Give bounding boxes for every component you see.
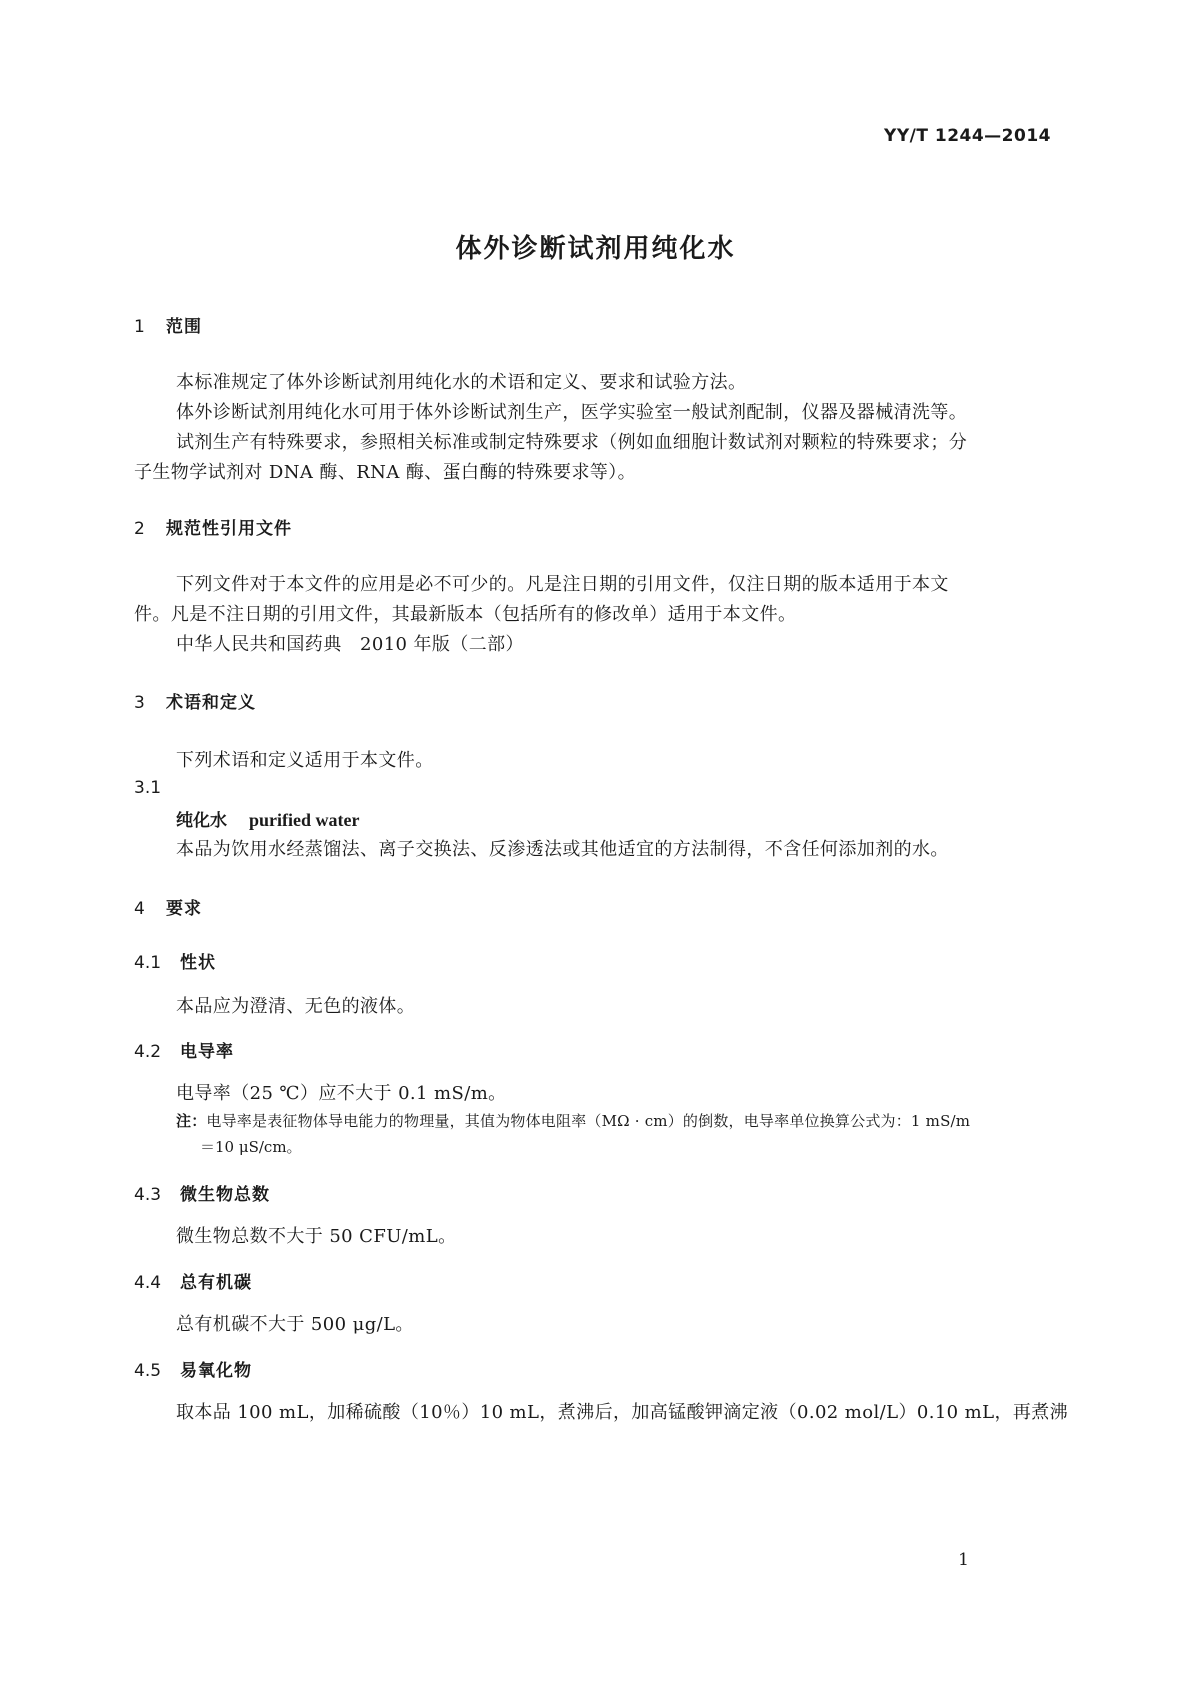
section-number: 2: [134, 519, 145, 539]
note: [176, 1110, 970, 1131]
document-title: 体外诊断试剂用纯化水: [455, 234, 736, 264]
paragraph: 取本品 100 mL，加稀硫酸（10％）10 mL，煮沸后，加高锰酸钾滴定液（0.02 mol/L）0.10 mL，再煮沸: [176, 1402, 1069, 1423]
section-number: 4.1: [134, 953, 162, 973]
paragraph: 本品应为澄清、无色的液体。: [176, 996, 416, 1017]
term-chinese: 纯化水: [176, 811, 227, 831]
section-number: 3: [134, 693, 145, 713]
section-4-5-heading: [134, 1356, 252, 1381]
section-4-2-heading: [134, 1037, 234, 1062]
paragraph: 总有机碳不大于 500 μg/L。: [176, 1314, 414, 1335]
note-continuation: ＝10 μS/cm。: [200, 1138, 302, 1156]
section-4-4-heading: [134, 1268, 252, 1293]
section-number: 4: [134, 899, 145, 919]
paragraph: 微生物总数不大于 50 CFU/mL。: [176, 1226, 457, 1247]
paragraph: 下列术语和定义适用于本文件。: [176, 750, 434, 771]
section-number: 4.2: [134, 1042, 162, 1062]
section-1-heading: [134, 312, 202, 337]
subclause-number: 3.1: [134, 778, 162, 798]
section-title: 术语和定义: [166, 693, 256, 713]
normative-reference: 中华人民共和国药典 2010 年版（二部）: [176, 634, 524, 655]
standard-number: YY/T 1244—2014: [884, 126, 1051, 146]
section-number: 4.3: [134, 1185, 162, 1205]
section-4-heading: [134, 894, 202, 919]
paragraph-continuation: 件。凡是不注日期的引用文件，其最新版本（包括所有的修改单）适用于本文件。: [134, 604, 797, 625]
term-english: purified water: [249, 810, 360, 830]
section-4-1-heading: [134, 948, 216, 973]
section-number: 4.5: [134, 1361, 162, 1381]
section-title: 总有机碳: [180, 1273, 252, 1293]
paragraph: 本标准规定了体外诊断试剂用纯化水的术语和定义、要求和试验方法。: [176, 372, 747, 393]
section-title: 要求: [166, 899, 202, 919]
page-number: 1: [958, 1550, 969, 1570]
section-title: 范围: [166, 317, 202, 337]
note-text: 电导率是表征物体导电能力的物理量，其值为物体电阻率（MΩ · cm）的倒数，电导率单位换算公式为：1 mS/m: [206, 1112, 971, 1130]
paragraph: 下列文件对于本文件的应用是必不可少的。凡是注日期的引用文件，仅注日期的版本适用于本文: [176, 574, 949, 595]
paragraph: 试剂生产有特殊要求，参照相关标准或制定特殊要求（例如血细胞计数试剂对颗粒的特殊要求；分: [176, 432, 968, 453]
section-title: 规范性引用文件: [166, 519, 292, 539]
paragraph: 电导率（25 ℃）应不大于 0.1 mS/m。: [176, 1083, 507, 1104]
section-4-3-heading: [134, 1180, 270, 1205]
section-title: 微生物总数: [180, 1185, 270, 1205]
note-label: 注：: [176, 1112, 207, 1130]
section-3-heading: [134, 688, 256, 713]
section-number: 1: [134, 317, 145, 337]
section-title: 性状: [180, 953, 216, 973]
paragraph: 体外诊断试剂用纯化水可用于体外诊断试剂生产，医学实验室一般试剂配制，仪器及器械清洗等。: [176, 402, 968, 423]
section-number: 4.4: [134, 1273, 162, 1293]
paragraph-continuation: 子生物学试剂对 DNA 酶、RNA 酶、蛋白酶的特殊要求等）。: [134, 462, 637, 483]
section-2-heading: [134, 514, 292, 539]
section-title: 电导率: [180, 1042, 234, 1062]
section-title: 易氧化物: [180, 1361, 252, 1381]
term-entry: [176, 806, 359, 831]
term-definition: 本品为饮用水经蒸馏法、离子交换法、反渗透法或其他适宜的方法制得，不含任何添加剂的水。: [176, 839, 949, 860]
